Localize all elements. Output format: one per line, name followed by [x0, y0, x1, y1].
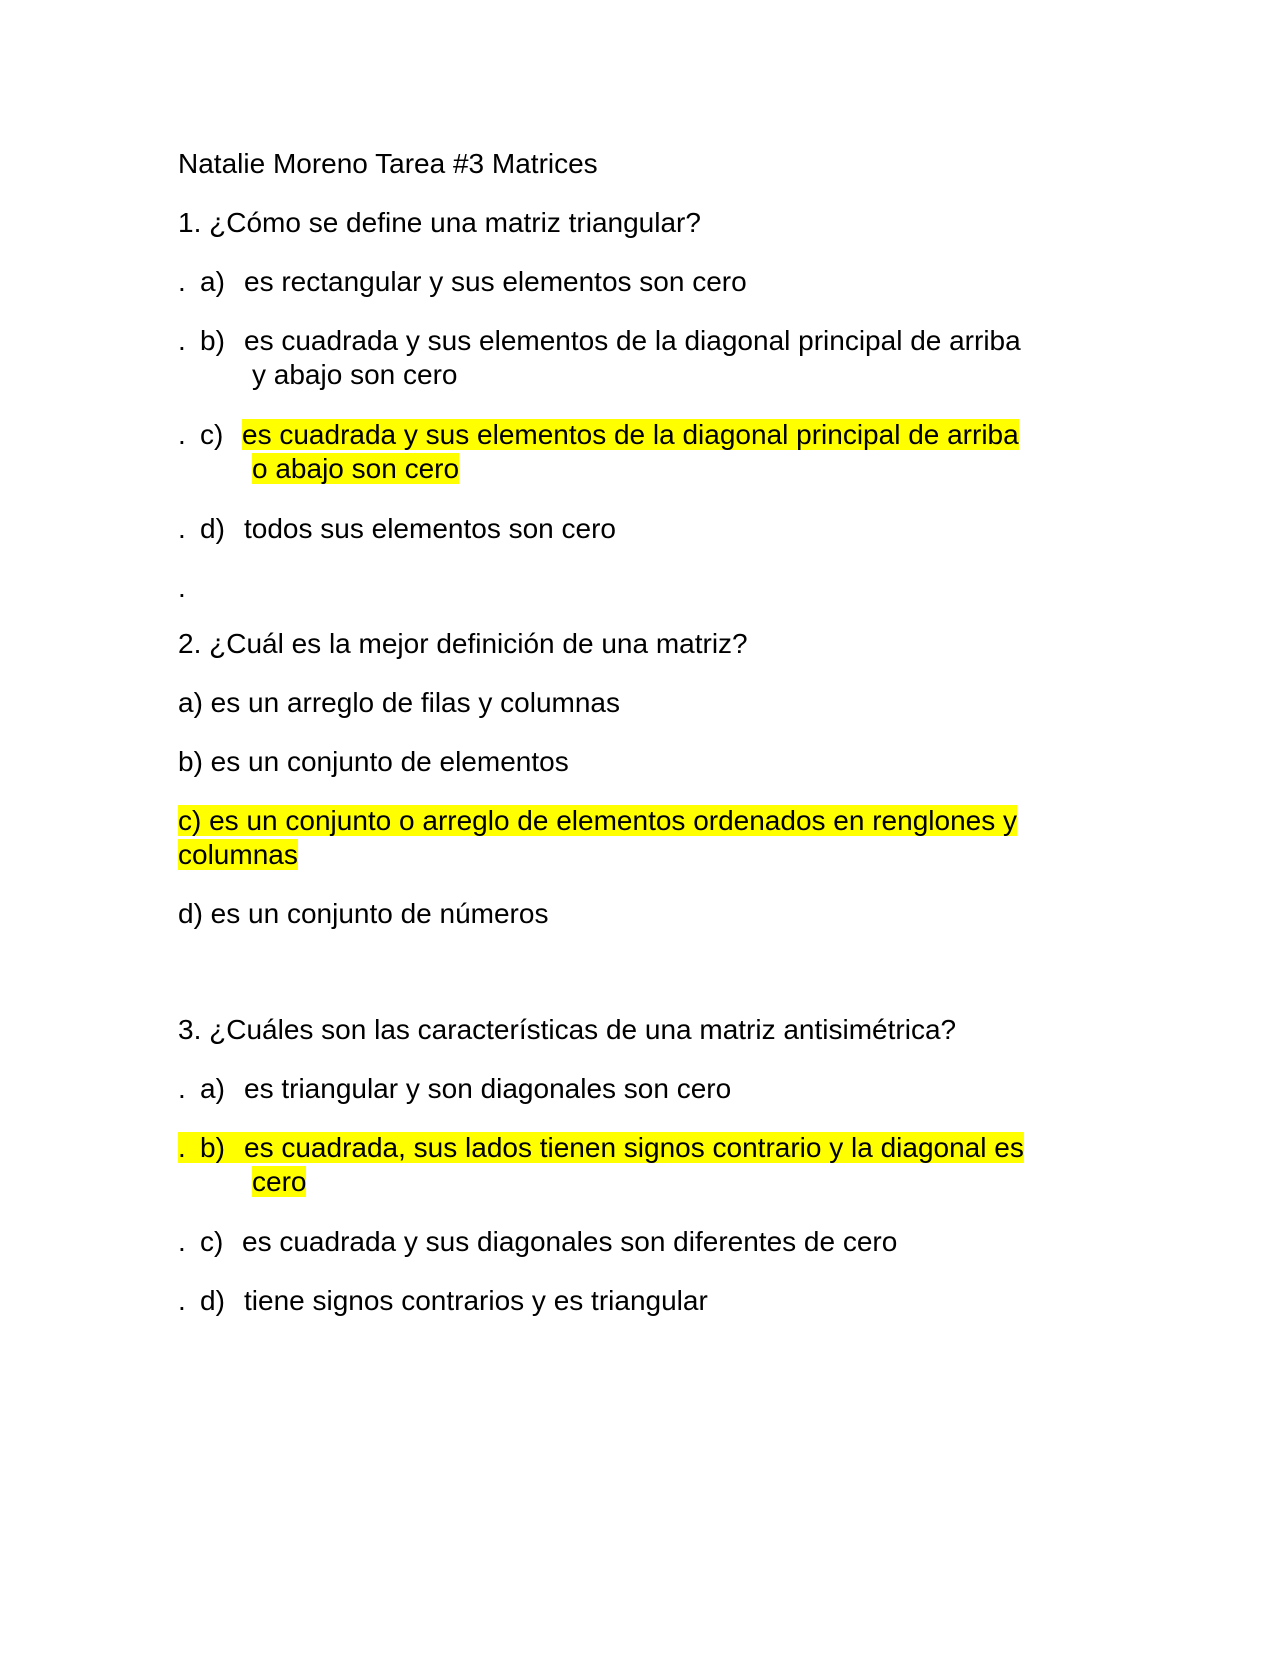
q1-option-c-highlighted — [178, 418, 1019, 452]
question-3: 3. ¿Cuáles son las características de una matriz antisimétrica? — [178, 1014, 957, 1045]
q2-option-c-continuation — [178, 838, 298, 872]
highlighted-text: cero — [252, 1166, 307, 1197]
option-letter: a) — [200, 1073, 225, 1104]
option-text: todos sus elementos son cero — [244, 513, 616, 544]
bullet: . — [178, 1226, 186, 1257]
bullet: . — [178, 513, 186, 544]
option-text: es cuadrada y sus diagonales son diferentes de cero — [242, 1226, 898, 1257]
option-letter: c) — [200, 419, 224, 450]
bullet: . — [178, 419, 186, 450]
q2-option-c-highlighted — [178, 804, 1017, 838]
q2-option-d: d) es un conjunto de números — [178, 898, 549, 929]
q1-option-b — [178, 324, 1021, 358]
q3-option-a — [178, 1072, 731, 1106]
highlighted-text: o abajo son cero — [252, 453, 460, 484]
option-letter: c) — [200, 1226, 224, 1257]
q3-option-b-highlighted — [178, 1131, 1024, 1165]
q1-option-b-continuation: y abajo son cero — [252, 359, 458, 390]
q1-option-a — [178, 265, 747, 299]
q2-option-b: b) es un conjunto de elementos — [178, 746, 569, 777]
highlighted-text: c) es un conjunto o arreglo de elementos ordenados en renglones y — [178, 805, 1017, 836]
q3-option-b-continuation — [252, 1165, 306, 1199]
question-2: 2. ¿Cuál es la mejor definición de una matriz? — [178, 628, 748, 659]
option-letter: a) — [200, 266, 225, 297]
highlighted-text: columnas — [178, 839, 298, 870]
bullet: . — [178, 1285, 186, 1316]
question-1: 1. ¿Cómo se define una matriz triangular? — [178, 207, 701, 238]
bullet: . — [178, 266, 186, 297]
option-letter: d) — [200, 513, 225, 544]
bullet: . — [178, 1073, 186, 1104]
q2-option-a: a) es un arreglo de filas y columnas — [178, 687, 620, 718]
option-text: es triangular y son diagonales son cero — [244, 1073, 732, 1104]
q1-option-d — [178, 512, 616, 546]
option-text: es cuadrada y sus elementos de la diagonal principal de arriba — [242, 419, 1019, 450]
option-text: es cuadrada, sus lados tienen signos contrario y la diagonal es — [244, 1132, 1024, 1163]
option-text: es cuadrada y sus elementos de la diagonal principal de arriba — [244, 325, 1021, 356]
stray-dot: . — [178, 572, 186, 603]
option-letter: b) — [200, 1132, 225, 1163]
document-title: Natalie Moreno Tarea #3 Matrices — [178, 148, 598, 179]
q1-option-c-continuation — [252, 452, 459, 486]
q3-option-c — [178, 1225, 897, 1259]
bullet: . — [178, 1132, 186, 1163]
option-text: tiene signos contrarios y es triangular — [244, 1285, 708, 1316]
option-text: es rectangular y sus elementos son cero — [244, 266, 747, 297]
option-letter: b) — [200, 325, 225, 356]
q3-option-d — [178, 1284, 708, 1318]
option-letter: d) — [200, 1285, 225, 1316]
bullet: . — [178, 325, 186, 356]
